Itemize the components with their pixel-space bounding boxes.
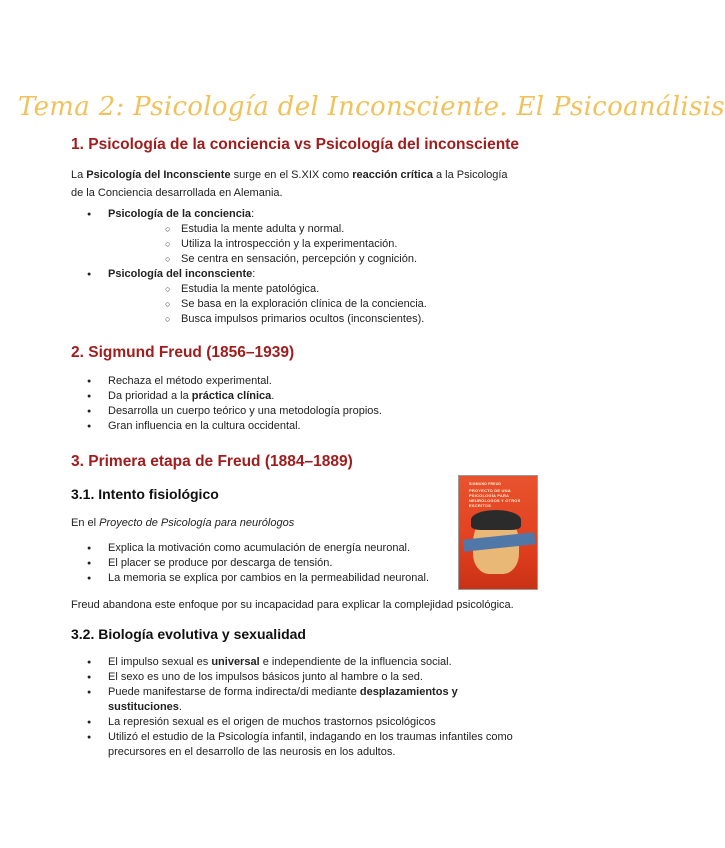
intro-bold-2: reacción crítica — [352, 169, 433, 181]
item-text-end: . — [178, 701, 182, 713]
item-text: El impulso sexual es — [108, 656, 212, 668]
item-text: Da prioridad a la — [108, 390, 192, 402]
intro-text-3: a la Psicología de la Conciencia desarrollada en Alemania. — [71, 169, 508, 199]
list-item: ● La memoria se explica por cambios en la permeabilidad neuronal. — [71, 571, 429, 586]
list-item: ● El placer se produce por descarga de tensión. — [71, 556, 429, 571]
hair-illustration — [471, 510, 521, 530]
subsection-3-1-heading: 3.1. Intento fisiológico — [71, 486, 219, 502]
intro-text: En el — [71, 517, 100, 529]
sub-list-item: ○ Se centra en sensación, percepción y cognición. — [108, 252, 427, 267]
book-cover-title: PROYECTO DE UNA PSICOLOGÍA PARA NEURÓLOGOS Y OTROS ESCRITOS — [469, 488, 521, 508]
document-title: Tema 2: Psicología del Inconsciente. El Psicoanálisis — [18, 92, 725, 122]
subsection-3-2-heading: 3.2. Biología evolutiva y sexualidad — [71, 626, 306, 642]
list-item: ● Psicología del inconsciente: ○ Estudia la mente patológica. ○ Se basa en la exploración clínica de la conciencia. ○ Busca impulsos primarios ocultos (inconscientes). — [71, 267, 427, 327]
section-1-intro — [71, 166, 521, 202]
list-item: ● La represión sexual es el origen de muchos trastornos psicológicos — [71, 715, 531, 730]
intro-bold-1: Psicología del Inconsciente — [86, 169, 231, 181]
sub-list-item: ○ Estudia la mente patológica. — [108, 282, 427, 297]
sub-list-item: ○ Busca impulsos primarios ocultos (inconscientes). — [108, 312, 427, 327]
item-text-end: . — [271, 390, 275, 402]
sub-list — [108, 222, 427, 267]
list-item: ● Gran influencia en la cultura occidental. — [71, 419, 382, 434]
section-2-list — [71, 374, 382, 434]
list-item — [71, 655, 531, 670]
list-item-label: Psicología de la conciencia — [108, 208, 252, 220]
list-item: ● Desarrolla un cuerpo teórico y una metodología propios. — [71, 404, 382, 419]
section-1-list — [71, 207, 427, 327]
intro-text-1: La — [71, 169, 87, 181]
section-1-heading: 1. Psicología de la conciencia vs Psicología del inconsciente — [71, 136, 519, 153]
list-item-label: Psicología del inconsciente — [108, 268, 253, 280]
list-item: ● Rechaza el método experimental. — [71, 374, 382, 389]
section-3-heading: 3. Primera etapa de Freud (1884–1889) — [71, 453, 353, 470]
list-item: ● Psicología de la conciencia: ○ Estudia la mente adulta y normal. ○ Utiliza la introspección y la experimentación. ○ Se centra en sensación, percepción y cognición. — [71, 207, 427, 267]
item-bold: universal — [211, 656, 260, 668]
intro-text-2: surge en el S.XIX como — [230, 169, 353, 181]
book-cover-image — [458, 475, 538, 590]
subsection-3-1-intro — [71, 514, 521, 532]
sub-list-item: ○ Estudia la mente adulta y normal. — [108, 222, 427, 237]
sub-list-item: ○ Utiliza la introspección y la experimentación. — [108, 237, 427, 252]
list-item: ● Explica la motivación como acumulación de energía neuronal. — [71, 541, 429, 556]
list-item — [71, 389, 382, 404]
section-2-heading: 2. Sigmund Freud (1856–1939) — [71, 344, 295, 361]
list-item: ● El sexo es uno de los impulsos básicos junto al hambre o la sed. — [71, 670, 531, 685]
sub-list — [108, 282, 427, 327]
list-item: ● Utilizó el estudio de la Psicología infantil, indagando en los traumas infantiles como precursores en el desarrollo de las neurosis en los adultos. — [71, 730, 531, 760]
item-text: Puede manifestarse de forma indirecta/di mediante — [108, 686, 360, 698]
subsection-3-2-list — [71, 655, 531, 760]
subsection-3-1-closing: Freud abandona este enfoque por su incapacidad para explicar la complejidad psicológica. — [71, 599, 514, 611]
item-text-end: e independiente de la influencia social. — [259, 656, 452, 668]
item-bold: desplazamientos y sustituciones — [108, 686, 458, 713]
list-item — [71, 685, 531, 715]
subsection-3-1-list — [71, 541, 429, 586]
intro-italic: Proyecto de Psicología para neurólogos — [99, 517, 295, 529]
book-cover-author: SIGMUND FREUD — [469, 482, 502, 486]
item-bold: práctica clínica — [191, 390, 272, 402]
sub-list-item: ○ Se basa en la exploración clínica de la conciencia. — [108, 297, 427, 312]
